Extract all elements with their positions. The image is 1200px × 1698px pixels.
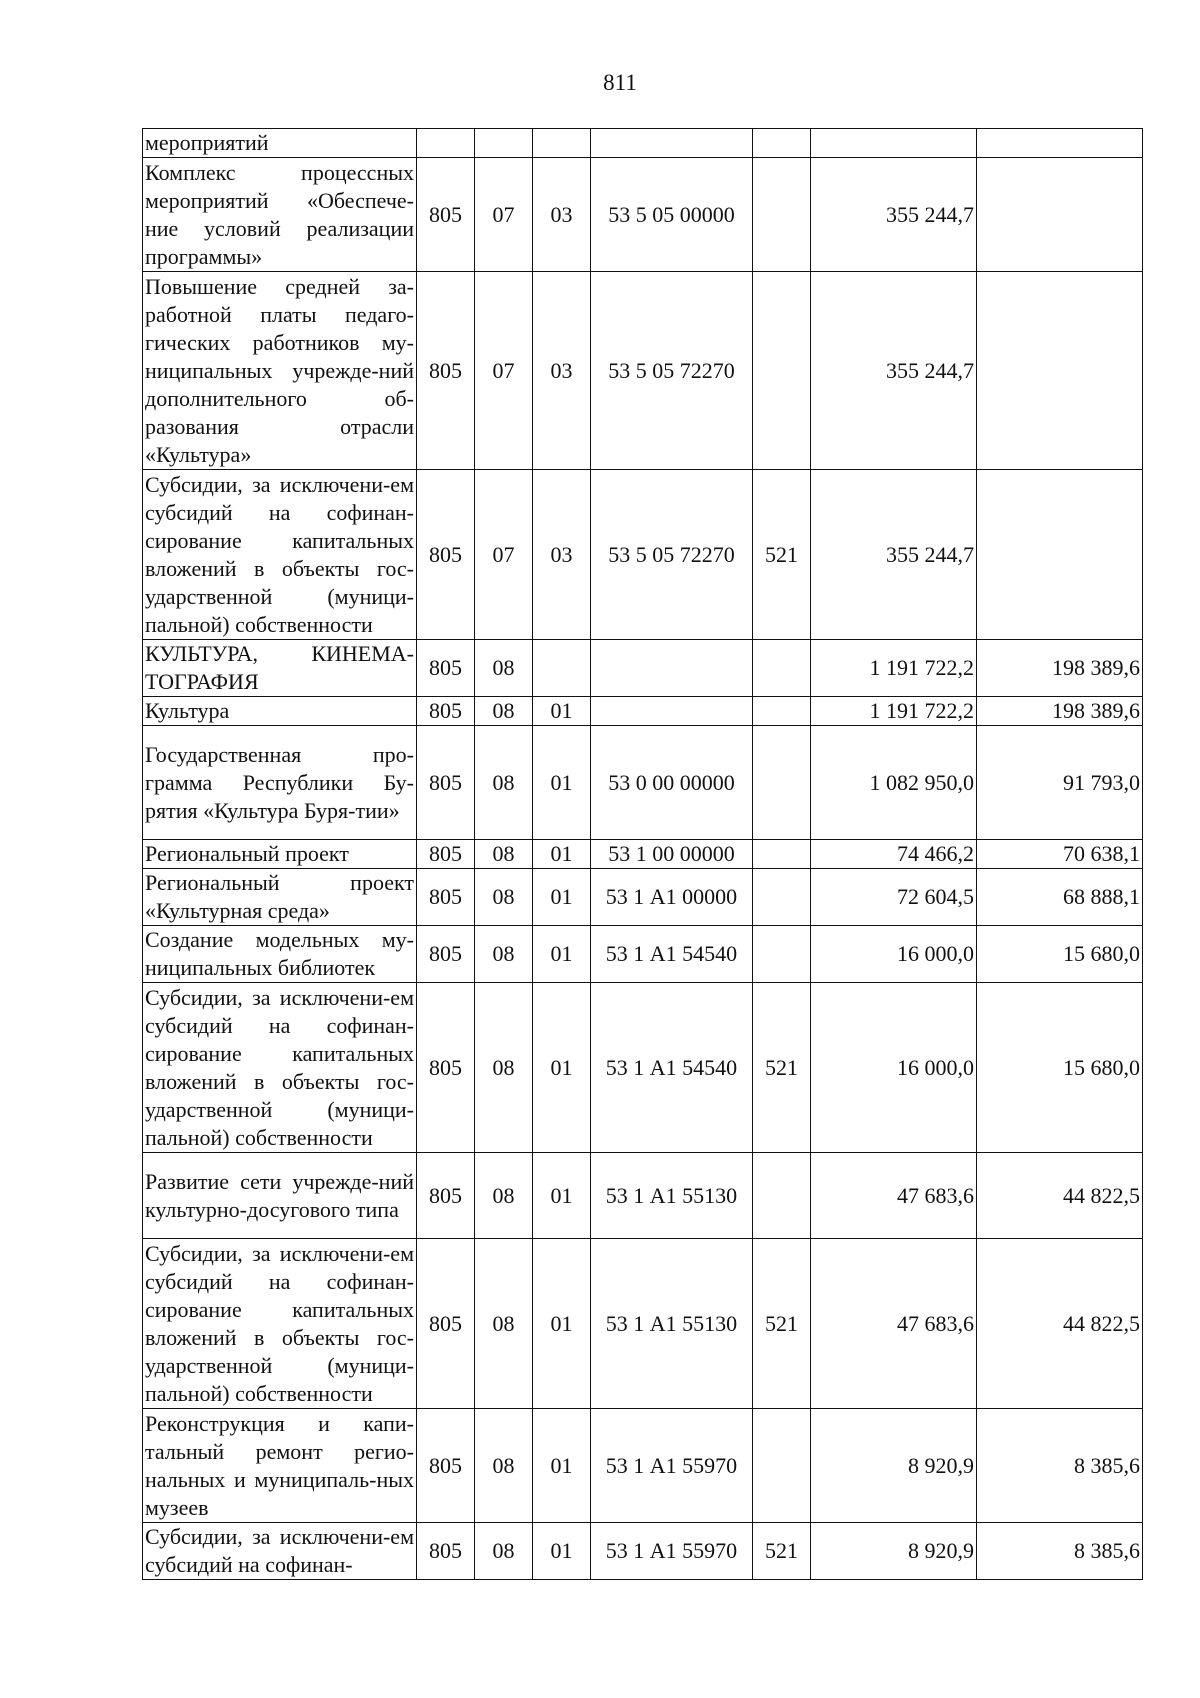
amount-total-cell: 16 000,0 <box>811 983 977 1153</box>
grbs-cell: 805 <box>417 697 475 726</box>
table-row <box>143 1523 1143 1580</box>
grbs-cell: 805 <box>417 983 475 1153</box>
expense-type-cell <box>753 840 811 869</box>
amount-total-cell: 74 466,2 <box>811 840 977 869</box>
expense-type-cell <box>753 129 811 158</box>
amount-federal-cell: 68 888,1 <box>977 869 1143 926</box>
target-article-cell: 53 5 05 72270 <box>591 272 753 470</box>
row-name-cell: Субсидии, за исключени-ем субсидий на софинан-сирование капитальных вложений в объекты гос-ударственной (муници-пальной) собственности <box>143 1239 417 1409</box>
amount-federal-cell: 15 680,0 <box>977 926 1143 983</box>
section-cell: 08 <box>475 926 533 983</box>
grbs-cell: 805 <box>417 1409 475 1523</box>
amount-federal-cell <box>977 470 1143 640</box>
subsection-cell <box>533 129 591 158</box>
section-cell: 08 <box>475 640 533 697</box>
row-name-cell: КУЛЬТУРА, КИНЕМА-ТОГРАФИЯ <box>143 640 417 697</box>
amount-federal-cell: 8 385,6 <box>977 1409 1143 1523</box>
grbs-cell <box>417 129 475 158</box>
row-name-cell: Региональный проект «Культурная среда» <box>143 869 417 926</box>
amount-total-cell <box>811 129 977 158</box>
row-name-cell: Повышение средней за-работной платы педаго-гических работников му-ниципальных учрежде-ний дополнительного об-разования отрасли «Культура» <box>143 272 417 470</box>
expense-type-cell <box>753 726 811 840</box>
amount-federal-cell: 91 793,0 <box>977 726 1143 840</box>
budget-table-body <box>143 129 1143 1580</box>
amount-total-cell: 47 683,6 <box>811 1153 977 1239</box>
subsection-cell: 03 <box>533 470 591 640</box>
subsection-cell: 01 <box>533 840 591 869</box>
row-name-cell: Субсидии, за исключени-ем субсидий на софинан- <box>143 1523 417 1580</box>
subsection-cell: 01 <box>533 697 591 726</box>
section-cell: 07 <box>475 272 533 470</box>
table-row <box>143 1239 1143 1409</box>
section-cell: 08 <box>475 697 533 726</box>
amount-total-cell: 1 191 722,2 <box>811 697 977 726</box>
amount-federal-cell <box>977 158 1143 272</box>
subsection-cell: 01 <box>533 1409 591 1523</box>
amount-total-cell: 8 920,9 <box>811 1409 977 1523</box>
row-name-cell: Субсидии, за исключени-ем субсидий на софинан-сирование капитальных вложений в объекты гос-ударственной (муници-пальной) собственности <box>143 470 417 640</box>
section-cell: 08 <box>475 869 533 926</box>
section-cell: 08 <box>475 1523 533 1580</box>
target-article-cell: 53 1 А1 00000 <box>591 869 753 926</box>
subsection-cell: 01 <box>533 726 591 840</box>
expense-type-cell <box>753 1153 811 1239</box>
row-name-cell: Культура <box>143 697 417 726</box>
grbs-cell: 805 <box>417 726 475 840</box>
amount-total-cell: 355 244,7 <box>811 272 977 470</box>
target-article-cell: 53 5 05 72270 <box>591 470 753 640</box>
amount-total-cell: 1 191 722,2 <box>811 640 977 697</box>
section-cell <box>475 129 533 158</box>
subsection-cell: 03 <box>533 158 591 272</box>
grbs-cell: 805 <box>417 926 475 983</box>
grbs-cell: 805 <box>417 1239 475 1409</box>
table-row <box>143 983 1143 1153</box>
section-cell: 07 <box>475 158 533 272</box>
amount-federal-cell: 44 822,5 <box>977 1239 1143 1409</box>
expense-type-cell: 521 <box>753 983 811 1153</box>
section-cell: 08 <box>475 840 533 869</box>
expense-type-cell <box>753 869 811 926</box>
section-cell: 08 <box>475 983 533 1153</box>
row-name-cell: Комплекс процессных мероприятий «Обеспече-ние условий реализации программы» <box>143 158 417 272</box>
table-row <box>143 640 1143 697</box>
amount-total-cell: 1 082 950,0 <box>811 726 977 840</box>
row-name-cell: Реконструкция и капи-тальный ремонт регио-нальных и муниципаль-ных музеев <box>143 1409 417 1523</box>
budget-table <box>142 128 1143 1580</box>
grbs-cell: 805 <box>417 1523 475 1580</box>
subsection-cell <box>533 640 591 697</box>
amount-federal-cell: 8 385,6 <box>977 1523 1143 1580</box>
target-article-cell <box>591 640 753 697</box>
table-row <box>143 158 1143 272</box>
amount-federal-cell: 70 638,1 <box>977 840 1143 869</box>
row-name-cell: Создание модельных му-ниципальных библиотек <box>143 926 417 983</box>
amount-federal-cell: 198 389,6 <box>977 640 1143 697</box>
expense-type-cell: 521 <box>753 1239 811 1409</box>
target-article-cell: 53 1 А1 54540 <box>591 926 753 983</box>
row-name-cell: Государственная про-грамма Республики Бу-рятия «Культура Буря-тии» <box>143 726 417 840</box>
amount-federal-cell: 44 822,5 <box>977 1153 1143 1239</box>
amount-federal-cell <box>977 129 1143 158</box>
subsection-cell: 01 <box>533 983 591 1153</box>
section-cell: 08 <box>475 1239 533 1409</box>
section-cell: 08 <box>475 1153 533 1239</box>
expense-type-cell <box>753 1409 811 1523</box>
grbs-cell: 805 <box>417 272 475 470</box>
row-name-cell: мероприятий <box>143 129 417 158</box>
table-row <box>143 726 1143 840</box>
amount-total-cell: 72 604,5 <box>811 869 977 926</box>
target-article-cell: 53 1 А1 55130 <box>591 1239 753 1409</box>
target-article-cell: 53 5 05 00000 <box>591 158 753 272</box>
table-row <box>143 926 1143 983</box>
table-row <box>143 869 1143 926</box>
table-row <box>143 272 1143 470</box>
subsection-cell: 01 <box>533 1523 591 1580</box>
grbs-cell: 805 <box>417 840 475 869</box>
table-row <box>143 470 1143 640</box>
section-cell: 08 <box>475 726 533 840</box>
table-row <box>143 697 1143 726</box>
grbs-cell: 805 <box>417 1153 475 1239</box>
target-article-cell: 53 1 00 00000 <box>591 840 753 869</box>
subsection-cell: 01 <box>533 1239 591 1409</box>
subsection-cell: 03 <box>533 272 591 470</box>
row-name-cell: Субсидии, за исключени-ем субсидий на софинан-сирование капитальных вложений в объекты гос-ударственной (муници-пальной) собственности <box>143 983 417 1153</box>
section-cell: 07 <box>475 470 533 640</box>
amount-total-cell: 47 683,6 <box>811 1239 977 1409</box>
target-article-cell: 53 1 А1 55970 <box>591 1523 753 1580</box>
row-name-cell: Региональный проект <box>143 840 417 869</box>
amount-total-cell: 16 000,0 <box>811 926 977 983</box>
amount-total-cell: 355 244,7 <box>811 158 977 272</box>
grbs-cell: 805 <box>417 470 475 640</box>
row-name-cell: Развитие сети учрежде-ний культурно-досугового типа <box>143 1153 417 1239</box>
amount-federal-cell <box>977 272 1143 470</box>
target-article-cell <box>591 697 753 726</box>
section-cell: 08 <box>475 1409 533 1523</box>
table-row <box>143 840 1143 869</box>
subsection-cell: 01 <box>533 1153 591 1239</box>
expense-type-cell <box>753 158 811 272</box>
target-article-cell: 53 0 00 00000 <box>591 726 753 840</box>
target-article-cell: 53 1 А1 55970 <box>591 1409 753 1523</box>
subsection-cell: 01 <box>533 926 591 983</box>
table-row <box>143 1153 1143 1239</box>
grbs-cell: 805 <box>417 869 475 926</box>
amount-federal-cell: 15 680,0 <box>977 983 1143 1153</box>
table-row <box>143 1409 1143 1523</box>
amount-total-cell: 355 244,7 <box>811 470 977 640</box>
table-row <box>143 129 1143 158</box>
grbs-cell: 805 <box>417 158 475 272</box>
amount-total-cell: 8 920,9 <box>811 1523 977 1580</box>
expense-type-cell <box>753 272 811 470</box>
target-article-cell: 53 1 А1 54540 <box>591 983 753 1153</box>
expense-type-cell <box>753 926 811 983</box>
target-article-cell: 53 1 А1 55130 <box>591 1153 753 1239</box>
expense-type-cell <box>753 640 811 697</box>
expense-type-cell: 521 <box>753 470 811 640</box>
amount-federal-cell: 198 389,6 <box>977 697 1143 726</box>
target-article-cell <box>591 129 753 158</box>
page-number: 811 <box>603 70 637 95</box>
expense-type-cell <box>753 697 811 726</box>
subsection-cell: 01 <box>533 869 591 926</box>
grbs-cell: 805 <box>417 640 475 697</box>
expense-type-cell: 521 <box>753 1523 811 1580</box>
